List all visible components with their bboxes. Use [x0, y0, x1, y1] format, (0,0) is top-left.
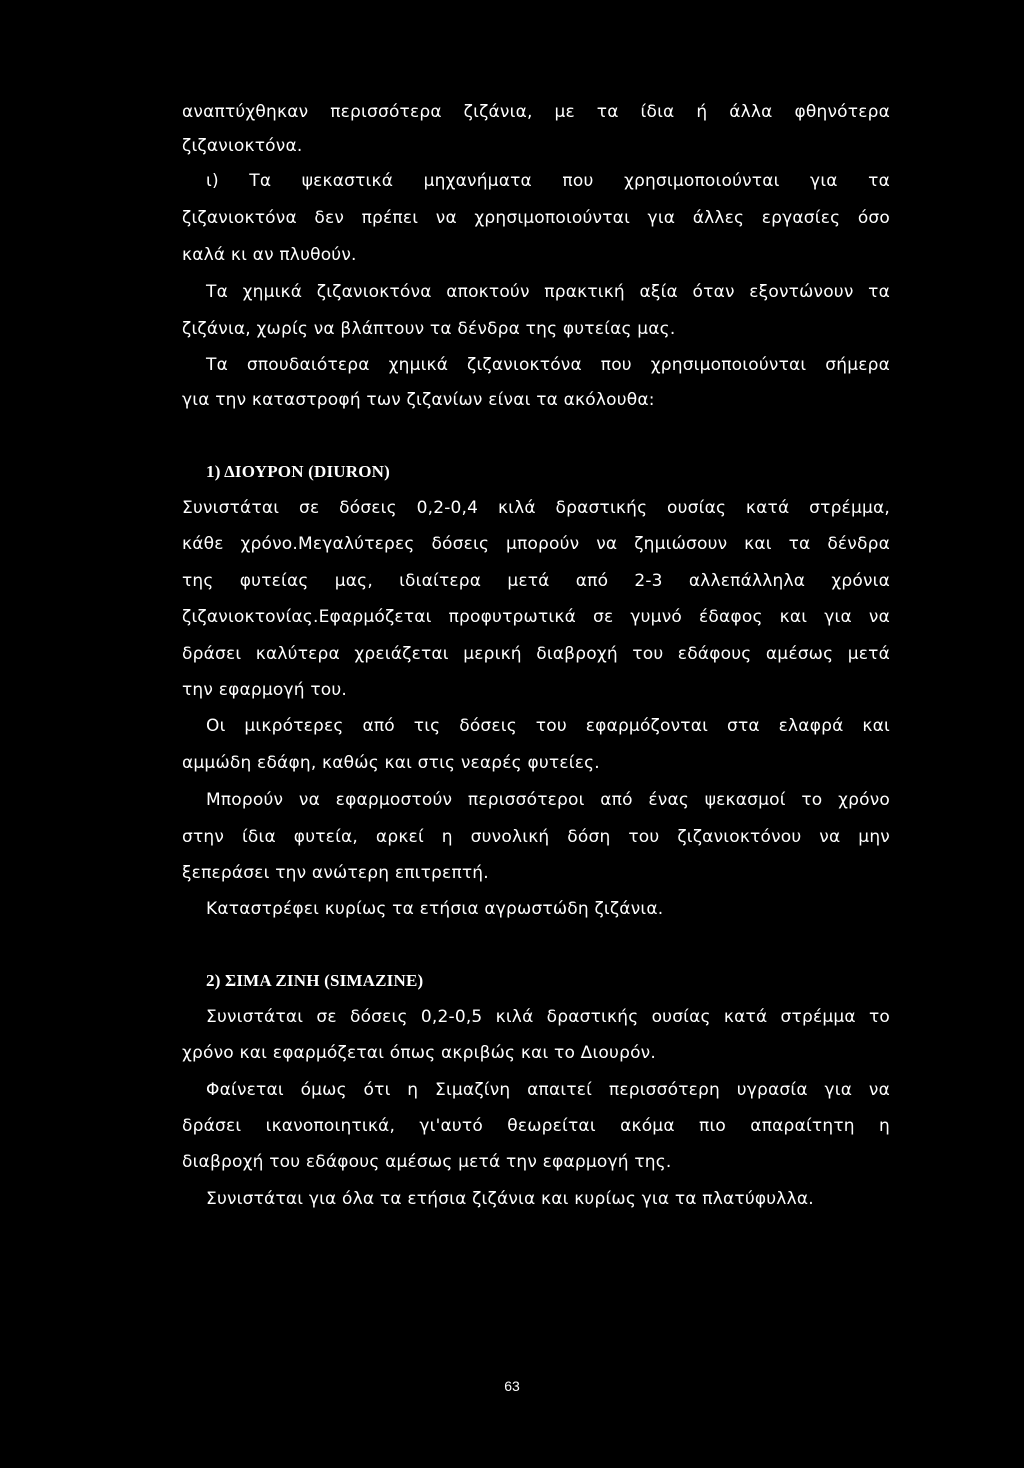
intro-line-6: Τα χημικά ζιζανιοκτόνα αποκτούν πρακτική αξία όταν εξοντώνουν τα: [206, 282, 890, 302]
section1-line-3: της φυτείας μας, ιδιαίτερα μετά από 2-3 αλλεπάλληλα χρόνια: [182, 571, 890, 591]
section1-line-7: Οι μικρότερες από τις δόσεις του εφαρμόζονται στα ελαφρά και: [206, 716, 890, 736]
page-number: 63: [504, 1378, 520, 1394]
intro-line-4: ζιζανιοκτόνα δεν πρέπει να χρησιμοποιούνται για άλλες εργασίες όσο: [182, 208, 890, 228]
section2-line-3: Φαίνεται όμως ότι η Σιμαζίνη απαιτεί περισσότερη υγρασία για να: [206, 1080, 890, 1100]
section1-line-6: την εφαρμογή του.: [182, 680, 348, 700]
section1-line-4: ζιζανιοκτονίας.Εφαρμόζεται προφυτρωτικά σε γυμνό έδαφος και για να: [182, 607, 890, 627]
section1-line-5: δράσει καλύτερα χρειάζεται μερική διαβροχή του εδάφους αμέσως μετά: [182, 644, 890, 664]
section1-line-1: Συνιστάται σε δόσεις 0,2-0,4 κιλά δραστικής ουσίας κατά στρέμμα,: [182, 498, 890, 518]
section2-line-1: Συνιστάται σε δόσεις 0,2-0,5 κιλά δραστικής ουσίας κατά στρέμμα το: [206, 1007, 890, 1027]
intro-line-8: Τα σπουδαιότερα χημικά ζιζανιοκτόνα που χρησιμοποιούνται σήμερα: [206, 355, 890, 375]
section1-heading: 1) ΔΙΟΥΡΟΝ (DIURON): [206, 462, 391, 481]
section2-line-5: διαβροχή του εδάφους αμέσως μετά την εφαρμογή της.: [182, 1152, 672, 1172]
section2-line-4: δράσει ικανοποιητικά, γι'αυτό θεωρείται ακόμα πιο απαραίτητη η: [182, 1116, 890, 1136]
intro-line-5: καλά κι αν πλυθούν.: [182, 245, 357, 265]
section1-line-8: αμμώδη εδάφη, καθώς και στις νεαρές φυτείες.: [182, 753, 600, 773]
intro-line-2: ζιζανιοκτόνα.: [182, 136, 303, 156]
intro-line-1: αναπτύχθηκαν περισσότερα ζιζάνια, με τα ίδια ή άλλα φθηνότερα: [182, 102, 890, 122]
section2-heading: 2) ΣΙΜΑ ΖΙΝΗ (SIMAZINE): [206, 971, 424, 990]
section2-line-6: Συνιστάται για όλα τα ετήσια ζιζάνια και κυρίως για τα πλατύφυλλα.: [206, 1189, 814, 1209]
section1-line-12: Καταστρέφει κυρίως τα ετήσια αγρωστώδη ζιζάνια.: [206, 899, 664, 919]
section1-line-2: κάθε χρόνο.Μεγαλύτερες δόσεις μπορούν να ζημιώσουν και τα δένδρα: [182, 534, 890, 554]
section1-line-11: ξεπεράσει την ανώτερη επιτρεπτή.: [182, 863, 489, 883]
intro-line-7: ζιζάνια, χωρίς να βλάπτουν τα δένδρα της φυτείας μας.: [182, 319, 676, 339]
section1-line-9: Μπορούν να εφαρμοστούν περισσότεροι από ένας ψεκασμοί το χρόνο: [206, 790, 890, 810]
intro-line-3: ι) Τα ψεκαστικά μηχανήματα που χρησιμοποιούνται για τα: [206, 171, 890, 191]
section1-line-10: στην ίδια φυτεία, αρκεί η συνολική δόση του ζιζανιοκτόνου να μην: [182, 827, 890, 847]
intro-line-9: για την καταστροφή των ζιζανίων είναι τα ακόλουθα:: [182, 390, 655, 410]
section2-line-2: χρόνο και εφαρμόζεται όπως ακριβώς και το Διουρόν.: [182, 1043, 656, 1063]
